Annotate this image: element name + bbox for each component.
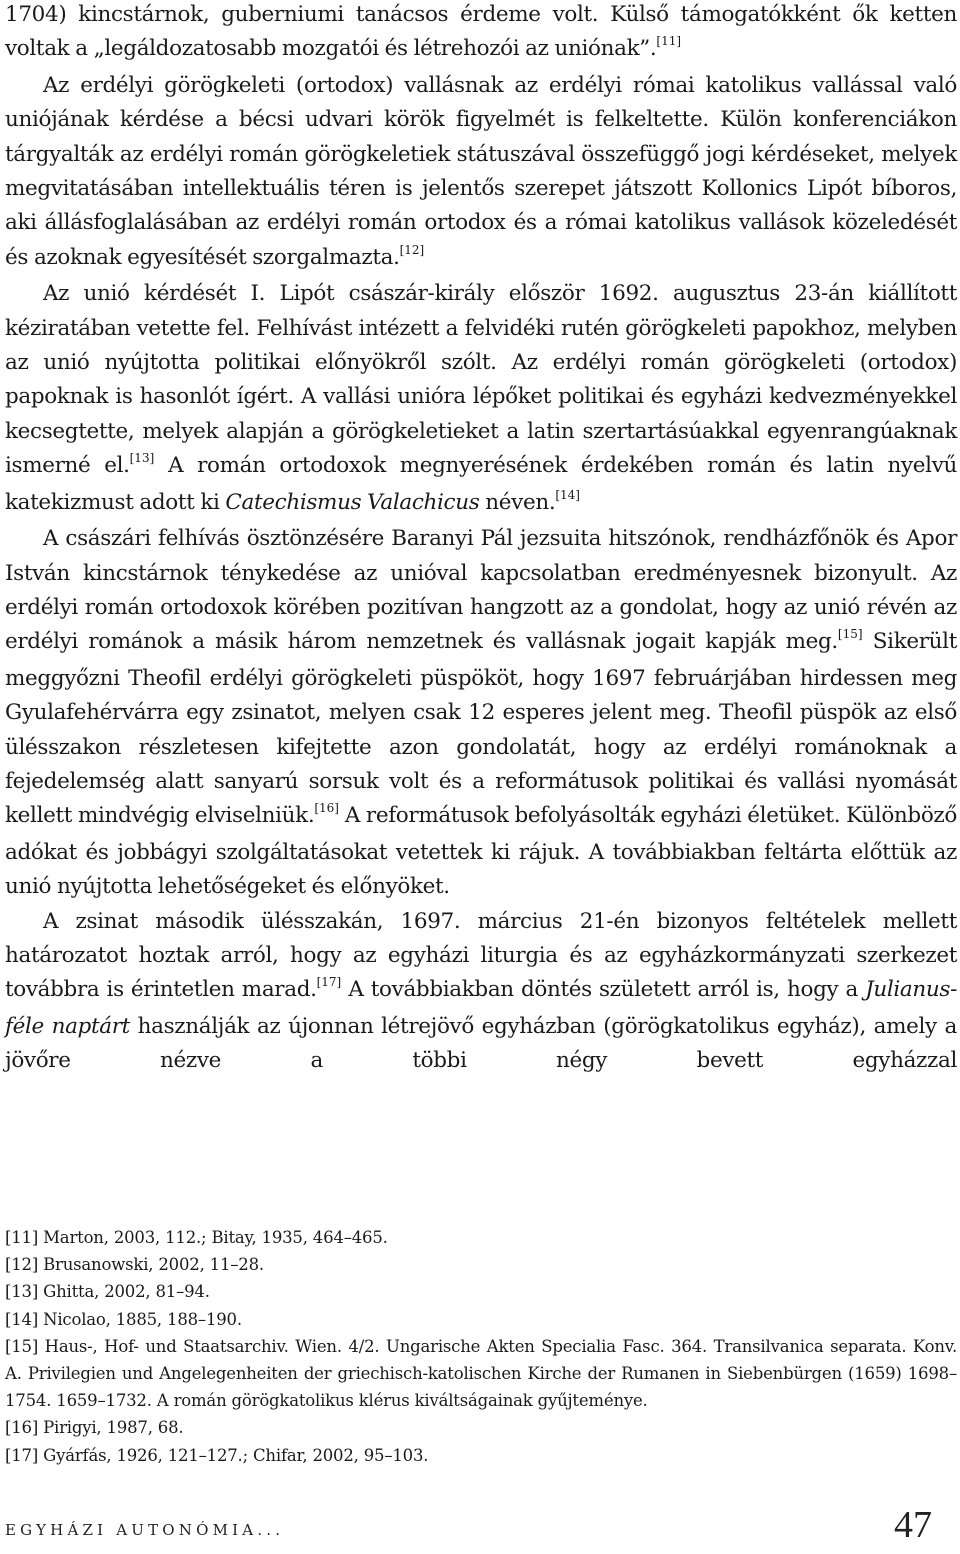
paragraph-5-text-c: használják az újonnan létrejövő egyházban (görögkatolikus egyház), amely a jövőre nézve a többi négy bevett egyházzal [5, 1013, 958, 1074]
paragraph-3-text-c: néven. [479, 489, 556, 515]
footnote-ref-14[interactable]: [14] [555, 487, 580, 502]
footnote-ref-11[interactable]: [11] [656, 34, 682, 49]
footnote-14: [14] Nicolao, 1885, 188–190. [5, 1309, 242, 1329]
paragraph-5-text-b: A továbbiakban döntés született arról is, hogy a [341, 977, 866, 1003]
paragraph-1 [5, 0, 957, 69]
paragraph-2 [5, 69, 957, 277]
page-number: 47 [894, 1504, 932, 1546]
paragraph-2-text: Az erdélyi görögkeleti (ortodox) vallásnak az erdélyi római katolikus vallással való uniójának kérdése a bécsi udvari körök figyelmét is felkeltette. Külön konferenciákon tárgyalták az erdélyi román görögkeletiek státuszával összefüggő jogi kérdéseket, melyek megvitatásában intellektuális téren is jelentős szerepet játszott Kollonics Lipót bíboros, aki állásfoglalásában az erdélyi román ortodox és a római katolikus vallások közeledését és azoknak egyesítését szorgalmazta. [5, 72, 957, 270]
julian-calendar-term: Julianus-féle naptárt [5, 977, 957, 1039]
footnotes [5, 1224, 957, 1469]
footnote-ref-16[interactable]: [16] [314, 801, 339, 816]
footnote-15: [15] Haus-, Hof- und Staatsarchiv. Wien. 4/2. Ungarische Akten Specialia Fasc. 364. Transilvanica separata. Konv. A. Privilegien und Angelegenheiten der griechisch-katolischen Kirche der Rumanen in Siebenbürgen (1659) 1698–1754. 1659–1732. A román görögkatolikus klérus kiváltságainak gyűjteménye. [5, 1336, 957, 1411]
footnote-ref-12[interactable]: [12] [399, 242, 425, 257]
footnote-12: [12] Brusanowski, 2002, 11–28. [5, 1255, 264, 1275]
footnote-11: [11] Marton, 2003, 112.; Bitay, 1935, 464–465. [5, 1228, 388, 1247]
paragraph-5 [5, 905, 957, 1079]
paragraph-5-text-a: A zsinat második ülésszakán, 1697. március 21-én bizonyos feltételek mellett határozatot hoztak arról, hogy az egyházi liturgia és az egyházkormányzati szerkezet továbbra is érintetlen marad. [5, 908, 957, 1003]
paragraph-4 [5, 522, 957, 904]
footnote-ref-15[interactable]: [15] [837, 627, 863, 642]
paragraph-4-text-b: Sikerült meggyőzni Theofil erdélyi görögkeleti püspököt, hogy 1697 februárjában hirdessen meg Gyulafehérvárra egy zsinatot, melyen csak 12 esperes jelent meg. Theofil püspök az első ülésszakon részletesen kifejtette azon gondolatát, hogy az erdélyi románoknak a fejedelemség alatt sanyarú sorsuk volt és a reformátusok politikai és vallási nyomását kellett mindvégig elviselniük. [5, 629, 957, 829]
paragraph-4-text-c: A reformátusok befolyásolták egyházi életüket. Különböző adókat és jobbágyi szolgáltatásokat vetettek ki rájuk. A továbbiakban feltárta előttük az unió nyújtotta lehetőségeket és előnyöket. [5, 803, 958, 900]
footnote-ref-13[interactable]: [13] [129, 451, 155, 466]
main-text [5, 0, 957, 1079]
paragraph-4-text-a: A császári felhívás ösztönzésére Baranyi Pál jezsuita hitszónok, rendházfőnök és Apor István kincstárnok ténykedése az unióval kapcsolatban eredményesnek bizonyult. Az erdélyi román ortodoxok körében pozitívan hangzott az a gondolat, hogy az unió révén az erdélyi románok a másik három nemzetnek és vallásnak jogait kapják meg. [5, 526, 957, 655]
footnote-17: [17] Gyárfás, 1926, 121–127.; Chifar, 2002, 95–103. [5, 1445, 429, 1465]
footnote-ref-17[interactable]: [17] [316, 975, 342, 990]
catechismus-title: Catechismus Valachicus [225, 489, 480, 515]
paragraph-1-text: 1704) kincstárnok, guberniumi tanácsos érdeme volt. Külső támogatókként ők ketten voltak a „legáldozatosabb mozgatói és létrehozói az uniónak”. [5, 2, 957, 62]
paragraph-3 [5, 277, 957, 522]
paragraph-3-text-b: A román ortodoxok megnyerésének érdekében román és latin nyelvű katekizmust adott ki [5, 453, 957, 515]
footnote-13: [13] Ghitta, 2002, 81–94. [5, 1282, 210, 1302]
running-title: EGYHÁZI AUTONÓMIA... [5, 1521, 285, 1539]
paragraph-3-text-a: Az unió kérdését I. Lipót császár-király először 1692. augusztus 23-án kiállított kéziratában vetette fel. Felhívást intézett a felvidéki rutén görögkeleti papokhoz, melyben az unió nyújtotta politikai előnyökről szólt. Az erdélyi román görögkeleti (ortodox) papoknak is hasonlót ígért. A vallási unióra lépőket politikai és egyházi kedvezményekkel kecsegtette, melyek alapján a görögkeletieket a latin szertartásúakkal egyenrangúaknak ismerné el. [5, 281, 957, 479]
footnote-16: [16] Pirigyi, 1987, 68. [5, 1418, 184, 1438]
